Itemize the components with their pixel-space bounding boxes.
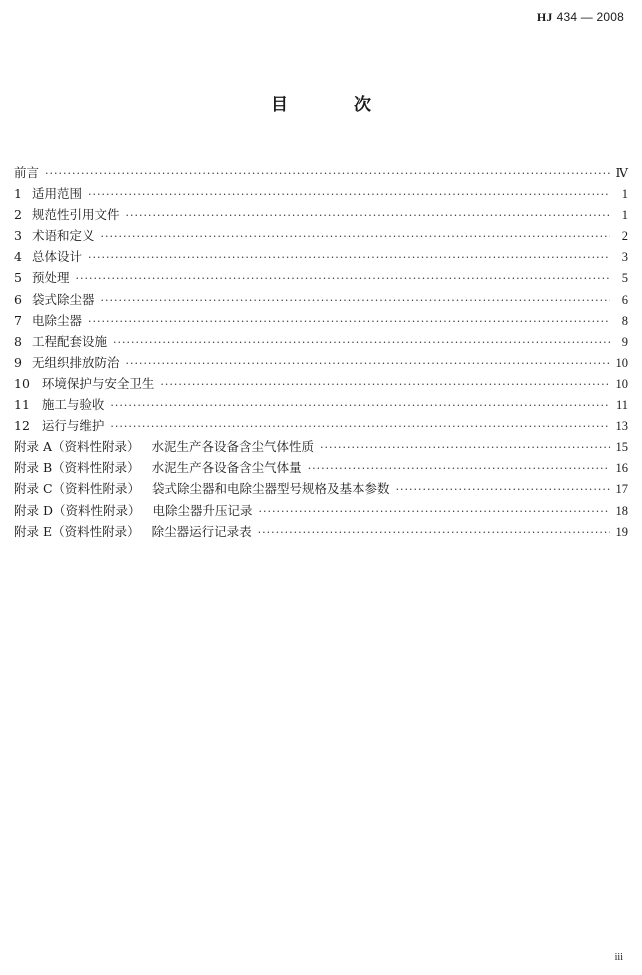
toc-entry-title	[14, 226, 94, 244]
toc-entry-text: 运行与维护	[41, 418, 105, 434]
standard-number: 434 — 2008	[556, 10, 624, 24]
dot-leader	[75, 272, 610, 285]
toc-entry-number: 3	[14, 228, 22, 244]
page-number: iii	[614, 952, 623, 963]
toc-entry-page: 5	[621, 271, 628, 286]
toc-entry-page: 1	[621, 208, 628, 223]
toc-appendix-a[interactable]	[14, 437, 628, 458]
toc-entry-title: 前言	[14, 165, 40, 180]
appendix-title: 水泥生产各设备含尘气体量	[151, 460, 302, 476]
toc-entry-11[interactable]	[14, 395, 628, 416]
toc-entry-title	[14, 247, 82, 265]
toc-entry-title	[14, 332, 107, 350]
toc-entry-page: 1	[621, 187, 628, 202]
toc-entry-number: 2	[14, 207, 22, 223]
toc-entry-number: 8	[14, 333, 22, 349]
toc-entry-1[interactable]	[14, 184, 628, 205]
dot-leader	[88, 315, 610, 328]
dot-leader	[88, 251, 610, 264]
toc-entry-page: 10	[615, 355, 628, 370]
toc-entry-number: 12	[14, 418, 30, 434]
toc-entry-title	[14, 353, 119, 371]
toc-entry-text: 总体设计	[31, 249, 82, 265]
toc-entry-6[interactable]	[14, 290, 628, 311]
toc-entry-text: 工程配套设施	[31, 333, 107, 349]
toc-entry-title	[14, 522, 252, 540]
toc-entry-number: 5	[14, 270, 22, 286]
toc-entry-text: 适用范围	[31, 186, 82, 202]
dot-leader	[160, 378, 609, 391]
toc-entry-title	[14, 311, 82, 329]
toc-entry-3[interactable]	[14, 226, 628, 247]
standard-code	[537, 10, 624, 25]
appendix-title: 水泥生产各设备含尘气体性质	[151, 439, 315, 455]
toc-entry-title	[14, 374, 154, 392]
toc-entry-number: 9	[14, 354, 22, 370]
dot-leader	[100, 230, 610, 243]
toc-entry-page: Ⅳ	[615, 166, 628, 180]
toc-entry-text: 环境保护与安全卫生	[41, 375, 155, 391]
toc-entry-page: 6	[621, 292, 628, 307]
toc-entry-page: 3	[621, 250, 628, 265]
toc-entry-preface[interactable]	[14, 163, 628, 184]
toc-entry-text: 电除尘器	[31, 312, 82, 328]
appendix-title: 袋式除尘器和电除尘器型号规格及基本参数	[152, 481, 390, 497]
toc-entry-title	[14, 395, 104, 413]
toc-entry-title	[14, 437, 314, 455]
toc-entry-title	[14, 205, 119, 223]
toc-entry-text: 无组织排放防治	[31, 354, 120, 370]
dot-leader	[88, 188, 610, 201]
dot-leader	[125, 357, 609, 370]
toc-entry-text: 袋式除尘器	[31, 291, 95, 307]
toc-entry-9[interactable]	[14, 353, 628, 374]
appendix-label: 附录 C（资料性附录）	[14, 481, 141, 497]
toc-entry-number: 4	[14, 249, 22, 265]
toc-entry-7[interactable]	[14, 311, 628, 332]
dot-leader	[259, 505, 610, 518]
toc-appendix-c[interactable]	[14, 479, 628, 500]
toc-entry-number: 7	[14, 312, 22, 328]
dot-leader	[110, 399, 610, 412]
toc-entry-number: 10	[14, 375, 30, 391]
toc-entry-page: 10	[615, 376, 628, 391]
toc-entry-title	[14, 184, 82, 202]
standard-prefix: HJ	[536, 10, 553, 24]
dot-leader	[113, 336, 610, 349]
toc-appendix-e[interactable]	[14, 522, 628, 543]
toc-appendix-d[interactable]	[14, 501, 628, 522]
toc-entry-2[interactable]	[14, 205, 628, 226]
toc-entry-5[interactable]	[14, 268, 628, 289]
toc-entry-title	[14, 290, 94, 308]
toc-entry-4[interactable]	[14, 247, 628, 268]
toc-entry-8[interactable]	[14, 332, 628, 353]
toc-entry-page: 8	[621, 313, 628, 328]
toc-appendix-b[interactable]	[14, 458, 628, 479]
toc-entry-text: 施工与验收	[41, 397, 105, 413]
appendix-label: 附录 A（资料性附录）	[14, 439, 140, 455]
toc-entry-text: 规范性引用文件	[31, 207, 120, 223]
toc-entry-title	[14, 268, 69, 286]
toc-entry-10[interactable]	[14, 374, 628, 395]
toc-entry-title	[14, 458, 302, 476]
toc-entry-title	[14, 501, 253, 519]
toc-entry-page: 17	[615, 482, 628, 497]
dot-leader	[258, 526, 610, 539]
dot-leader	[100, 294, 610, 307]
toc-entry-title	[14, 479, 390, 497]
appendix-label: 附录 B（资料性附录）	[14, 460, 140, 476]
toc-entry-page: 16	[615, 461, 628, 476]
appendix-label: 附录 D（资料性附录）	[14, 502, 141, 518]
page-title: 目 次	[271, 95, 401, 115]
dot-leader	[308, 462, 610, 475]
toc-entry-page: 18	[615, 503, 628, 518]
toc-entry-page: 9	[621, 334, 628, 349]
dot-leader	[110, 420, 609, 433]
table-of-contents	[14, 163, 628, 543]
toc-entry-page: 11	[615, 398, 628, 413]
toc-entry-title	[14, 416, 104, 434]
toc-entry-number: 6	[14, 291, 22, 307]
appendix-title: 除尘器运行记录表	[151, 523, 252, 539]
toc-entry-text: 术语和定义	[31, 228, 95, 244]
toc-entry-text: 预处理	[31, 270, 70, 286]
dot-leader	[396, 483, 610, 496]
toc-entry-page: 13	[615, 419, 628, 434]
toc-entry-page: 15	[615, 440, 628, 455]
dot-leader	[320, 441, 609, 454]
toc-entry-page: 19	[615, 524, 628, 539]
appendix-label: 附录 E（资料性附录）	[14, 523, 140, 539]
toc-entry-number: 1	[14, 186, 22, 202]
toc-entry-12[interactable]	[14, 416, 628, 437]
appendix-title: 电除尘器升压记录	[152, 502, 253, 518]
dot-leader	[45, 167, 609, 180]
toc-entry-number: 11	[14, 397, 30, 413]
dot-leader	[125, 209, 610, 222]
toc-entry-page: 2	[621, 229, 628, 244]
